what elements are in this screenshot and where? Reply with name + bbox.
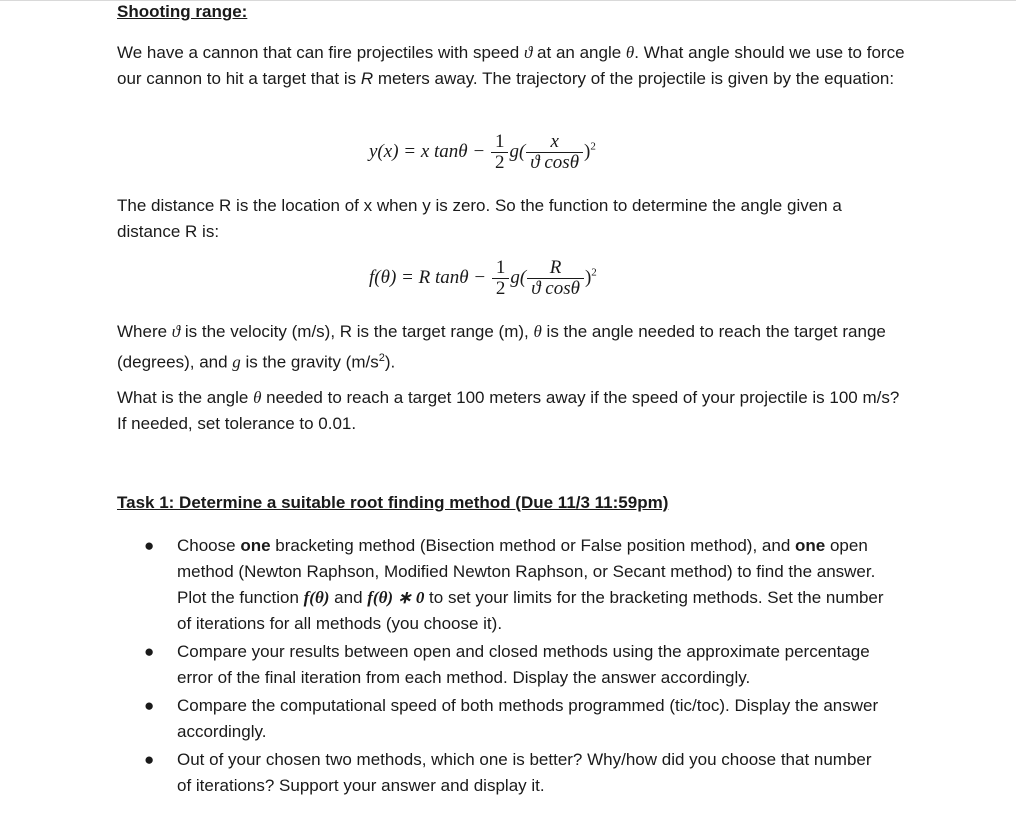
bullet-dot: ●: [144, 536, 155, 555]
trajectory-equation: [369, 132, 596, 173]
eq2-half-fraction: [492, 258, 510, 299]
task1-bullet-2: [117, 639, 885, 691]
bullet-dot: ●: [144, 696, 155, 715]
bullet1-bold-one-2: one: [795, 536, 826, 555]
eq2-exponent: 2: [591, 266, 597, 279]
eq2-lhs: f(θ) = R tanθ −: [369, 266, 487, 288]
task1-bullet-1: [117, 533, 885, 637]
bullet1-math-f0: f(θ) ∗ 0: [367, 588, 425, 607]
eq1-inner-num: x: [550, 131, 559, 152]
eq1-exponent: 2: [590, 140, 596, 153]
intro-text-3: . What angle should we use to force our cannon to hit a target that is: [117, 43, 905, 88]
section-title-shooting-range: Shooting range:: [117, 2, 248, 21]
task1-list: [117, 533, 885, 801]
bullet1-text-a: Choose: [177, 536, 241, 555]
question-text-1: What is the angle: [117, 388, 254, 407]
bullet1-bold-one-1: one: [240, 536, 271, 555]
distance-paragraph: The distance R is the location of x when y is zero. So the function to determine the angle given a distance R is:: [117, 196, 842, 241]
eq2-inner-den: ϑ cosθ: [527, 278, 584, 299]
question-paragraph: [117, 385, 907, 437]
bullet2-text: Compare your results between open and closed methods using the approximate percentage error of the final iteration from each method. Display the answer accordingly.: [177, 642, 870, 687]
bullet4-text: Out of your chosen two methods, which one is better? Why/how did you choose that number of iterations? Support your answer and display it.: [177, 750, 872, 795]
eq2-half-num: 1: [495, 257, 506, 278]
variables-paragraph: [117, 319, 907, 376]
task1-title: Task 1: Determine a suitable root finding method (Due 11/3 11:59pm): [117, 493, 669, 512]
page-top-border: [0, 0, 1016, 1]
bullet1-text-e: open method (Newton Raphson, Modified Newton Raphson, or Secant method) to find the answer. Plot the function: [177, 536, 876, 607]
question-text-2: needed to reach a target 100 meters away if the speed of your projectile is 100 m/s? If needed, set tolerance to 0.01.: [117, 388, 900, 433]
symbol-range: R: [360, 69, 374, 88]
var-text-5: ).: [384, 352, 396, 372]
symbol-theta: θ: [625, 43, 635, 62]
question-symbol-theta: θ: [253, 388, 262, 407]
bullet1-text-i: to set your limits for the bracketing methods. Set the number of iterations for all methods (you choose it).: [177, 588, 884, 633]
eq2-inner-num: R: [549, 257, 562, 278]
var-text-3: is the angle needed to reach the target range (degrees), and: [117, 322, 886, 372]
var-symbol-g: g: [232, 352, 241, 372]
var-text-2: is the velocity (m/s), R is the target range (m),: [180, 322, 534, 341]
symbol-velocity: ϑ: [523, 43, 533, 62]
eq2-half-den: 2: [492, 278, 510, 299]
eq1-close: ): [584, 140, 591, 162]
var-text-1: Where: [117, 322, 172, 341]
intro-paragraph: [117, 40, 907, 92]
bullet-dot: ●: [144, 750, 155, 769]
bullet3-text: Compare the computational speed of both methods programmed (tic/toc). Display the answer accordingly.: [177, 696, 879, 741]
intro-text-4: meters away. The trajectory of the projectile is given by the equation:: [373, 69, 895, 88]
eq2-inner-fraction: [527, 258, 584, 299]
bullet-dot: ●: [144, 642, 155, 661]
var-symbol-theta: θ: [533, 322, 542, 341]
var-text-4: is the gravity (m/s: [240, 352, 379, 372]
intro-text-1: We have a cannon that can fire projectiles with speed: [117, 43, 524, 62]
intro-text-2: at an angle: [532, 43, 626, 62]
var-superscript: 2: [378, 352, 385, 364]
bullet1-text-c: bracketing method (Bisection method or False position method), and: [270, 536, 796, 555]
eq1-inner-fraction: [526, 132, 583, 173]
eq2-g: g(: [510, 266, 527, 288]
range-function-equation: [369, 258, 597, 299]
eq1-half-fraction: [491, 132, 509, 173]
eq1-inner-den: ϑ cosθ: [526, 152, 583, 173]
var-symbol-velocity: ϑ: [171, 322, 181, 341]
eq1-lhs: y(x) = x tanθ −: [369, 140, 486, 162]
eq1-g: g(: [509, 140, 526, 162]
eq2-close: ): [584, 266, 592, 288]
eq1-half-den: 2: [491, 152, 509, 173]
task1-bullet-3: [117, 693, 885, 745]
task1-bullet-4: [117, 747, 885, 799]
bullet1-text-g: and: [329, 588, 368, 607]
bullet1-math-f: f(θ): [303, 588, 330, 607]
eq1-half-num: 1: [494, 131, 505, 152]
